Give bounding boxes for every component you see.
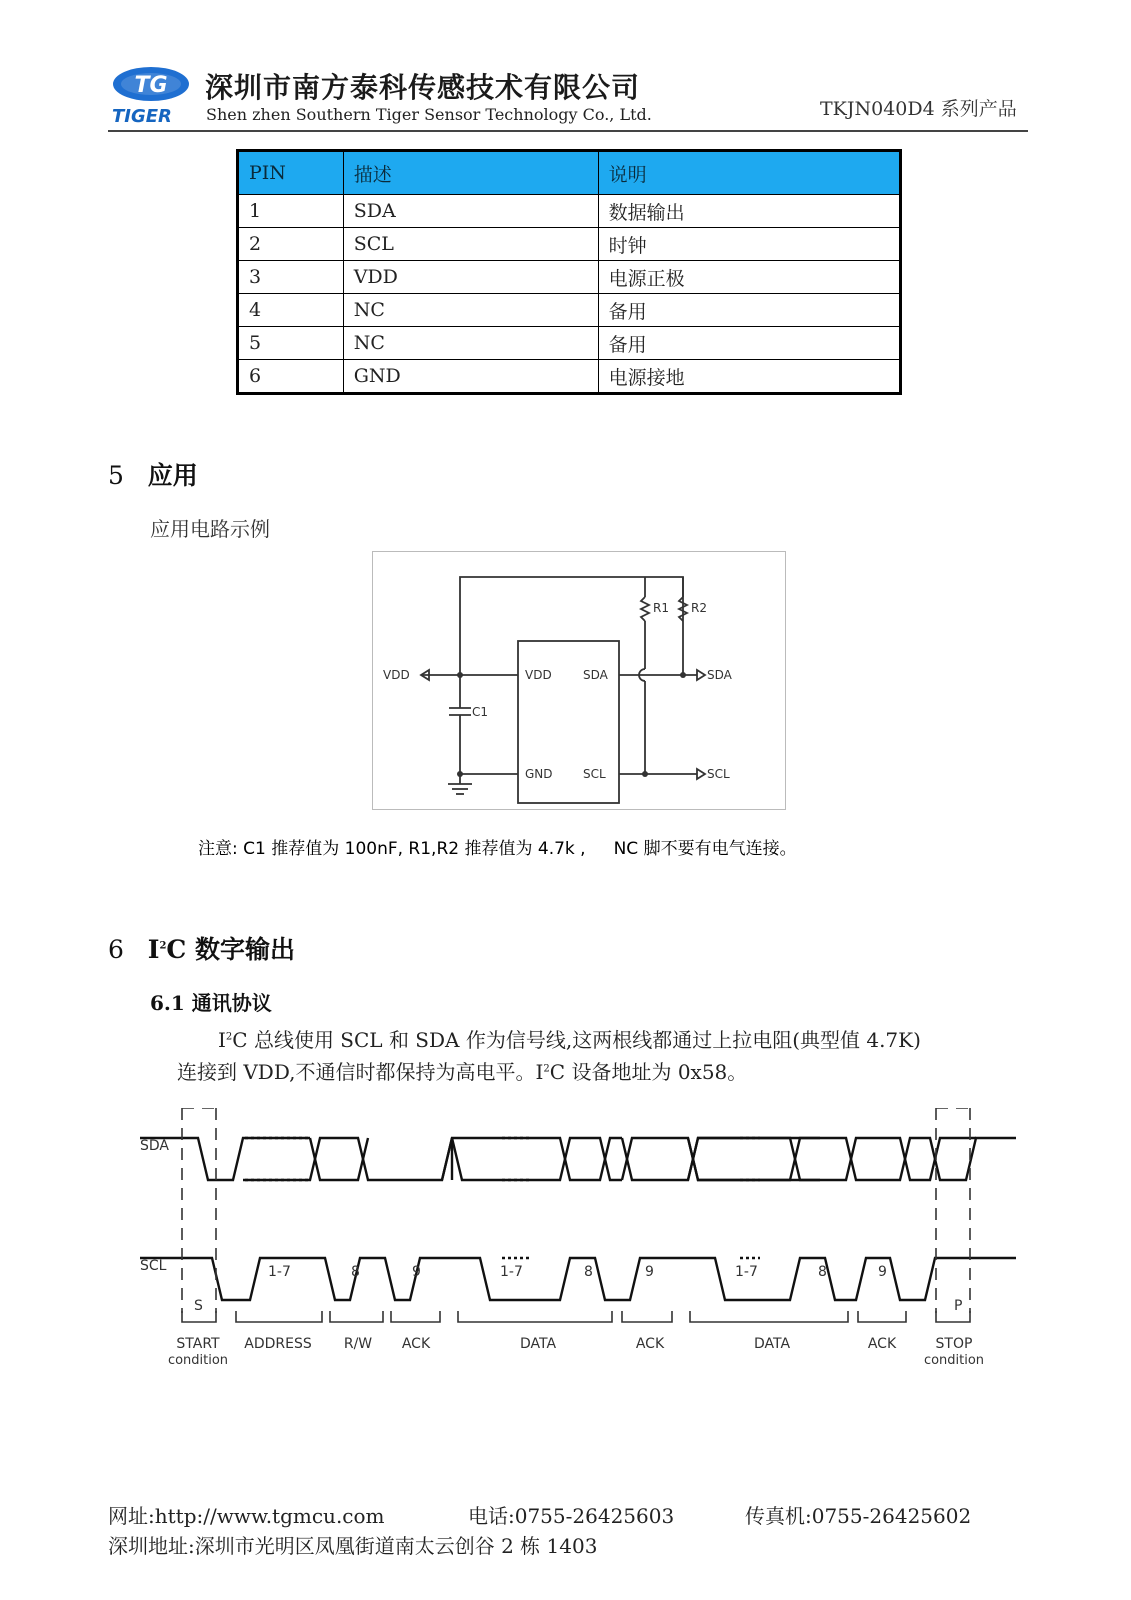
table-row <box>238 261 901 294</box>
pin-number: 1 <box>238 195 344 228</box>
pin-number: 2 <box>238 228 344 261</box>
pin-name: GND <box>343 360 598 394</box>
protocol-paragraph-line-1: $I^2C$ 总线使用 SCL 和 SDA 作为信号线,这两根线都通过上拉电阻(典型值 4.7K) <box>218 1028 921 1052</box>
pin-name: NC <box>343 294 598 327</box>
table-row <box>238 360 901 394</box>
section-5-heading <box>108 456 198 492</box>
phase-stop-condition: condition <box>923 1353 985 1368</box>
phase-data: DATA <box>519 1336 557 1352</box>
pin-number: 5 <box>238 327 344 360</box>
clock-label: 1-7 <box>735 1264 758 1280</box>
company-logo <box>108 62 194 128</box>
clock-label: 1-7 <box>500 1264 523 1280</box>
pin-number: 6 <box>238 360 344 394</box>
circuit-diagram <box>372 551 786 810</box>
clock-label: 1-7 <box>268 1264 291 1280</box>
circuit-caption: 应用电路示例 <box>150 517 270 541</box>
note-part-1: 注意: C1 推荐值为 100nF, R1,R2 推荐值为 4.7k , <box>198 839 586 859</box>
chip-sda-label: SDA <box>583 668 608 682</box>
table-row <box>238 195 901 228</box>
col-header-pin: PIN <box>238 151 344 195</box>
pin-name: VDD <box>343 261 598 294</box>
clock-label: 9 <box>412 1264 421 1280</box>
out-sda-label: SDA <box>707 668 732 682</box>
table-row <box>238 327 901 360</box>
phase-ack: ACK <box>401 1336 431 1352</box>
table-row <box>238 294 901 327</box>
pin-description: 备用 <box>598 294 900 327</box>
vdd-label: VDD <box>383 668 410 682</box>
pin-name: SDA <box>343 195 598 228</box>
title-sup: 2 <box>159 940 167 952</box>
footer-phone: 电话:0755-26425603 <box>468 1504 675 1528</box>
section-title: C 数字输出 <box>166 935 296 964</box>
pin-description: 时钟 <box>598 228 900 261</box>
phase-data: DATA <box>753 1336 791 1352</box>
clock-label: 9 <box>645 1264 654 1280</box>
section-6-heading <box>108 930 295 966</box>
section-number: 5 <box>108 461 124 490</box>
svg-text:TG: TG <box>134 73 168 98</box>
pin-name: NC <box>343 327 598 360</box>
pin-number: 3 <box>238 261 344 294</box>
pin-description: 备用 <box>598 327 900 360</box>
phase-start: START <box>176 1336 220 1352</box>
company-name-cn: 深圳市南方泰科传感技术有限公司 <box>205 71 641 104</box>
pin-table-header <box>238 151 901 195</box>
scl-signal-label: SCL <box>140 1258 167 1274</box>
protocol-paragraph-line-2: 连接到 VDD,不通信时都保持为高电平。$I^2C$ 设备地址为 0x58。 <box>177 1060 748 1084</box>
sda-signal-label: SDA <box>140 1138 169 1154</box>
circuit-svg <box>373 552 785 809</box>
footer-address: 深圳地址:深圳市光明区凤凰街道南太云创谷 2 栋 1403 <box>108 1534 598 1558</box>
pin-number: 4 <box>238 294 344 327</box>
chip-vdd-label: VDD <box>525 668 552 682</box>
phase-ack: ACK <box>635 1336 665 1352</box>
footer-website: 网址:http://www.tgmcu.com <box>108 1504 385 1528</box>
phase-stop: STOP <box>935 1336 973 1352</box>
note-part-2: NC 脚不要有电气连接。 <box>613 839 797 859</box>
r2-label: R2 <box>691 601 707 615</box>
section-number: 6 <box>108 935 124 964</box>
logo-text: TIGER <box>112 106 172 127</box>
col-header-note: 说明 <box>598 151 900 195</box>
pin-description: 电源接地 <box>598 360 900 394</box>
pin-description: 数据输出 <box>598 195 900 228</box>
pin-table <box>236 149 902 395</box>
company-name-en: Shen zhen Southern Tiger Sensor Technology Co., Ltd. <box>206 105 652 124</box>
clock-label: 9 <box>878 1264 887 1280</box>
clock-label: 8 <box>584 1264 593 1280</box>
out-scl-label: SCL <box>707 767 730 781</box>
clock-label: 8 <box>351 1264 360 1280</box>
title-prefix: I <box>147 935 160 964</box>
phase-ack: ACK <box>867 1336 897 1352</box>
c1-label: C1 <box>472 705 489 719</box>
table-row <box>238 228 901 261</box>
stop-marker: P <box>954 1298 963 1314</box>
footer-fax: 传真机:0755-26425602 <box>745 1504 972 1528</box>
section-title: 应用 <box>147 461 198 490</box>
subsection-title: 6.1 通讯协议 <box>150 991 272 1015</box>
phase-start-condition: condition <box>167 1353 229 1368</box>
header-divider <box>108 130 1028 132</box>
r1-label: R1 <box>653 601 669 615</box>
chip-scl-label: SCL <box>583 767 606 781</box>
start-marker: S <box>194 1298 203 1314</box>
application-note <box>198 834 825 859</box>
phase-address: ADDRESS <box>244 1336 312 1352</box>
col-header-desc: 描述 <box>343 151 598 195</box>
chip-gnd-label: GND <box>525 767 553 781</box>
pin-name: SCL <box>343 228 598 261</box>
pin-description: 电源正极 <box>598 261 900 294</box>
i2c-timing-diagram <box>140 1108 1016 1408</box>
product-series: TKJN040D4 系列产品 <box>820 98 1017 120</box>
phase-rw: R/W <box>343 1336 373 1352</box>
clock-label: 8 <box>818 1264 827 1280</box>
